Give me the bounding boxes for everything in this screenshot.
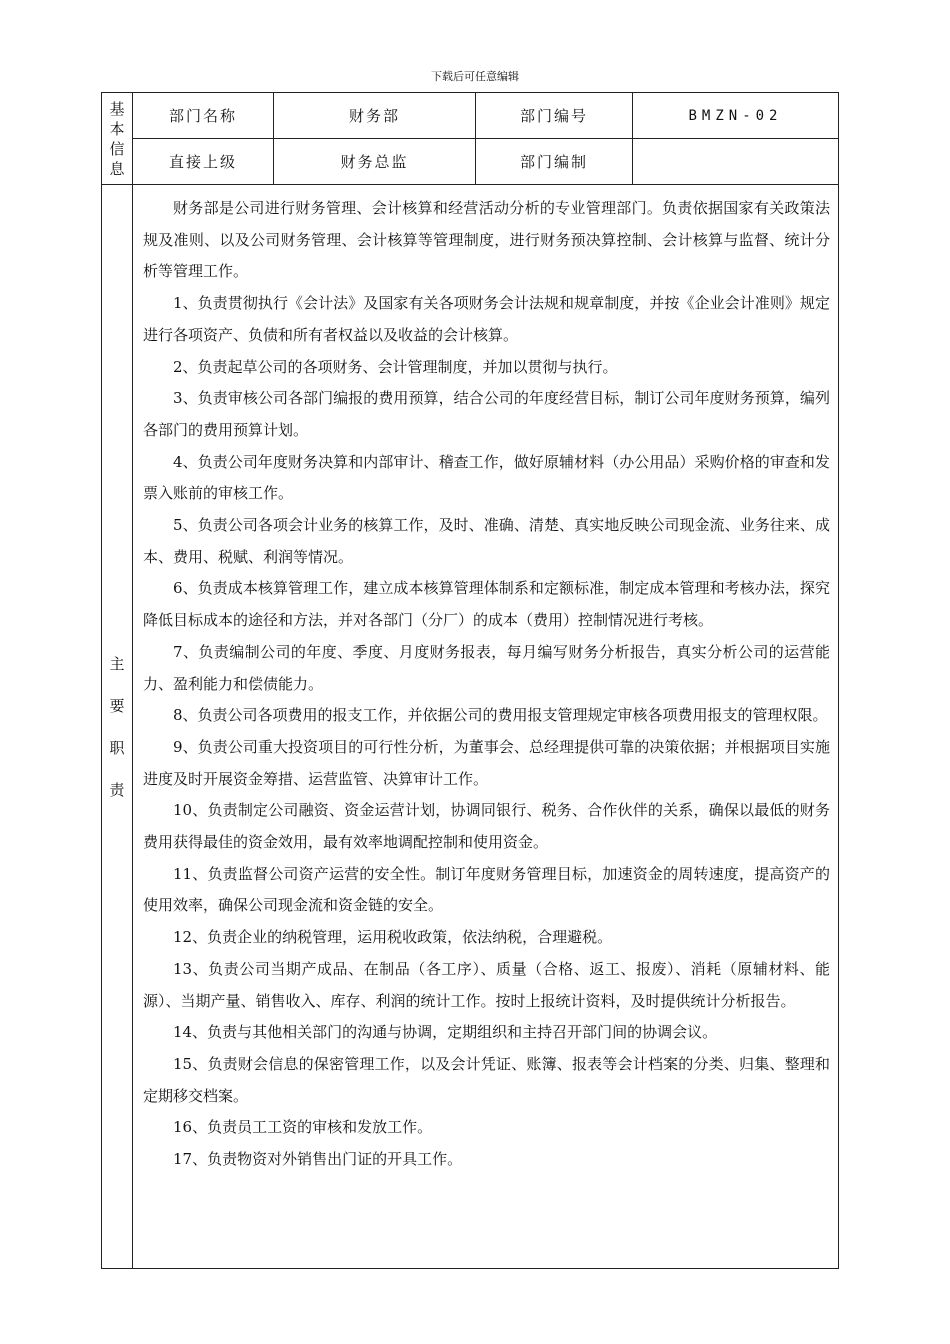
duty-paragraph: 财务部是公司进行财务管理、会计核算和经营活动分析的专业管理部门。负责依据国家有关政策法规及准则、以及公司财务管理、会计核算等管理制度，进行财务预决算控制、会计核算与监督、统计分析等管理工作。 <box>143 199 830 281</box>
label-char: 信 <box>109 139 125 158</box>
label-char: 责 <box>109 780 125 799</box>
duty-paragraph: 12、负责企业的纳税管理，运用税收政策，依法纳税，合理避税。 <box>173 928 613 947</box>
header-note: 下载后可任意编辑 <box>431 70 519 83</box>
duty-paragraph: 14、负责与其他相关部门的沟通与协调，定期组织和主持召开部门间的协调会议。 <box>173 1023 718 1042</box>
dept-name-label: 部门名称 <box>133 93 274 139</box>
basic-info-label <box>102 93 133 185</box>
basic-info-row-2 <box>102 139 839 185</box>
label-char: 息 <box>109 159 125 178</box>
duty-paragraph: 16、负责员工工资的审核和发放工作。 <box>173 1118 433 1137</box>
label-char: 基 <box>109 99 125 118</box>
duty-paragraph: 3、负责审核公司各部门编报的费用预算，结合公司的年度经营目标，制订公司年度财务预算，编列各部门的费用预算计划。 <box>143 389 830 439</box>
duties-label-text <box>102 643 132 811</box>
direct-superior-value: 财务总监 <box>274 139 476 185</box>
direct-superior-label: 直接上级 <box>133 139 274 185</box>
duty-paragraph: 2、负责起草公司的各项财务、会计管理制度，并加以贯彻与执行。 <box>173 357 618 376</box>
dept-name-value: 财务部 <box>274 93 476 139</box>
label-char: 职 <box>109 738 125 757</box>
dept-code-label: 部门编号 <box>476 93 633 139</box>
dept-headcount-value <box>633 139 839 185</box>
duty-paragraph: 11、负责监督公司资产运营的安全性。制订年度财务管理目标，加速资金的周转速度，提高资产的使用效率，确保公司现金流和资金链的安全。 <box>143 864 830 915</box>
duties-row <box>102 185 839 1269</box>
duty-paragraph: 5、负责公司各项会计业务的核算工作，及时、准确、清楚、真实地反映公司现金流、业务往来、成本、费用、税赋、利润等情况。 <box>143 516 830 566</box>
duty-paragraph: 7、负责编制公司的年度、季度、月度财务报表，每月编写财务分析报告，真实分析公司的运营能力、盈利能力和偿债能力。 <box>143 642 830 693</box>
duty-paragraph: 10、负责制定公司融资、资金运营计划，协调同银行、税务、合作伙伴的关系，确保以最低的财务费用获得最佳的资金效用，最有效率地调配控制和使用资金。 <box>143 801 830 852</box>
dept-code-value: BMZN-02 <box>633 93 839 139</box>
basic-info-label-text <box>102 99 132 179</box>
basic-info-row-1 <box>102 93 839 139</box>
label-char: 要 <box>109 696 125 715</box>
duty-paragraph: 4、负责公司年度财务决算和内部审计、稽查工作，做好原辅材料（办公用品）采购价格的审查和发票入账前的审核工作。 <box>143 452 830 503</box>
duty-paragraph: 17、负责物资对外销售出门证的开具工作。 <box>173 1150 463 1169</box>
duty-paragraph: 8、负责公司各项费用的报支工作，并依据公司的费用报支管理规定审核各项费用报支的管理权限。 <box>173 706 828 725</box>
label-char: 主 <box>109 654 125 673</box>
duties-content <box>133 185 839 1269</box>
duties-label <box>102 185 133 1269</box>
duty-paragraph: 9、负责公司重大投资项目的可行性分析，为董事会、总经理提供可靠的决策依据；并根据项目实施进度及时开展资金筹措、运营监管、决算审计工作。 <box>143 737 830 788</box>
duty-paragraph: 6、负责成本核算管理工作，建立成本核算管理体制系和定额标准，制定成本管理和考核办法，探究降低目标成本的途径和方法，并对各部门（分厂）的成本（费用）控制情况进行考核。 <box>143 579 830 630</box>
duty-paragraph: 1、负责贯彻执行《会计法》及国家有关各项财务会计法规和规章制度，并按《企业会计准则》规定进行各项资产、负债和所有者权益以及收益的会计核算。 <box>143 294 830 344</box>
label-char: 本 <box>109 119 125 138</box>
department-info-table <box>101 92 839 1269</box>
dept-headcount-label: 部门编制 <box>476 139 633 185</box>
duty-paragraph: 15、负责财会信息的保密管理工作，以及会计凭证、账簿、报表等会计档案的分类、归集、整理和定期移交档案。 <box>143 1054 830 1105</box>
duty-paragraph: 13、负责公司当期产成品、在制品（各工序）、质量（合格、返工、报废）、消耗（原辅材料、能源）、当期产量、销售收入、库存、利润的统计工作。按时上报统计资料，及时提供统计分析报告。 <box>143 959 830 1010</box>
